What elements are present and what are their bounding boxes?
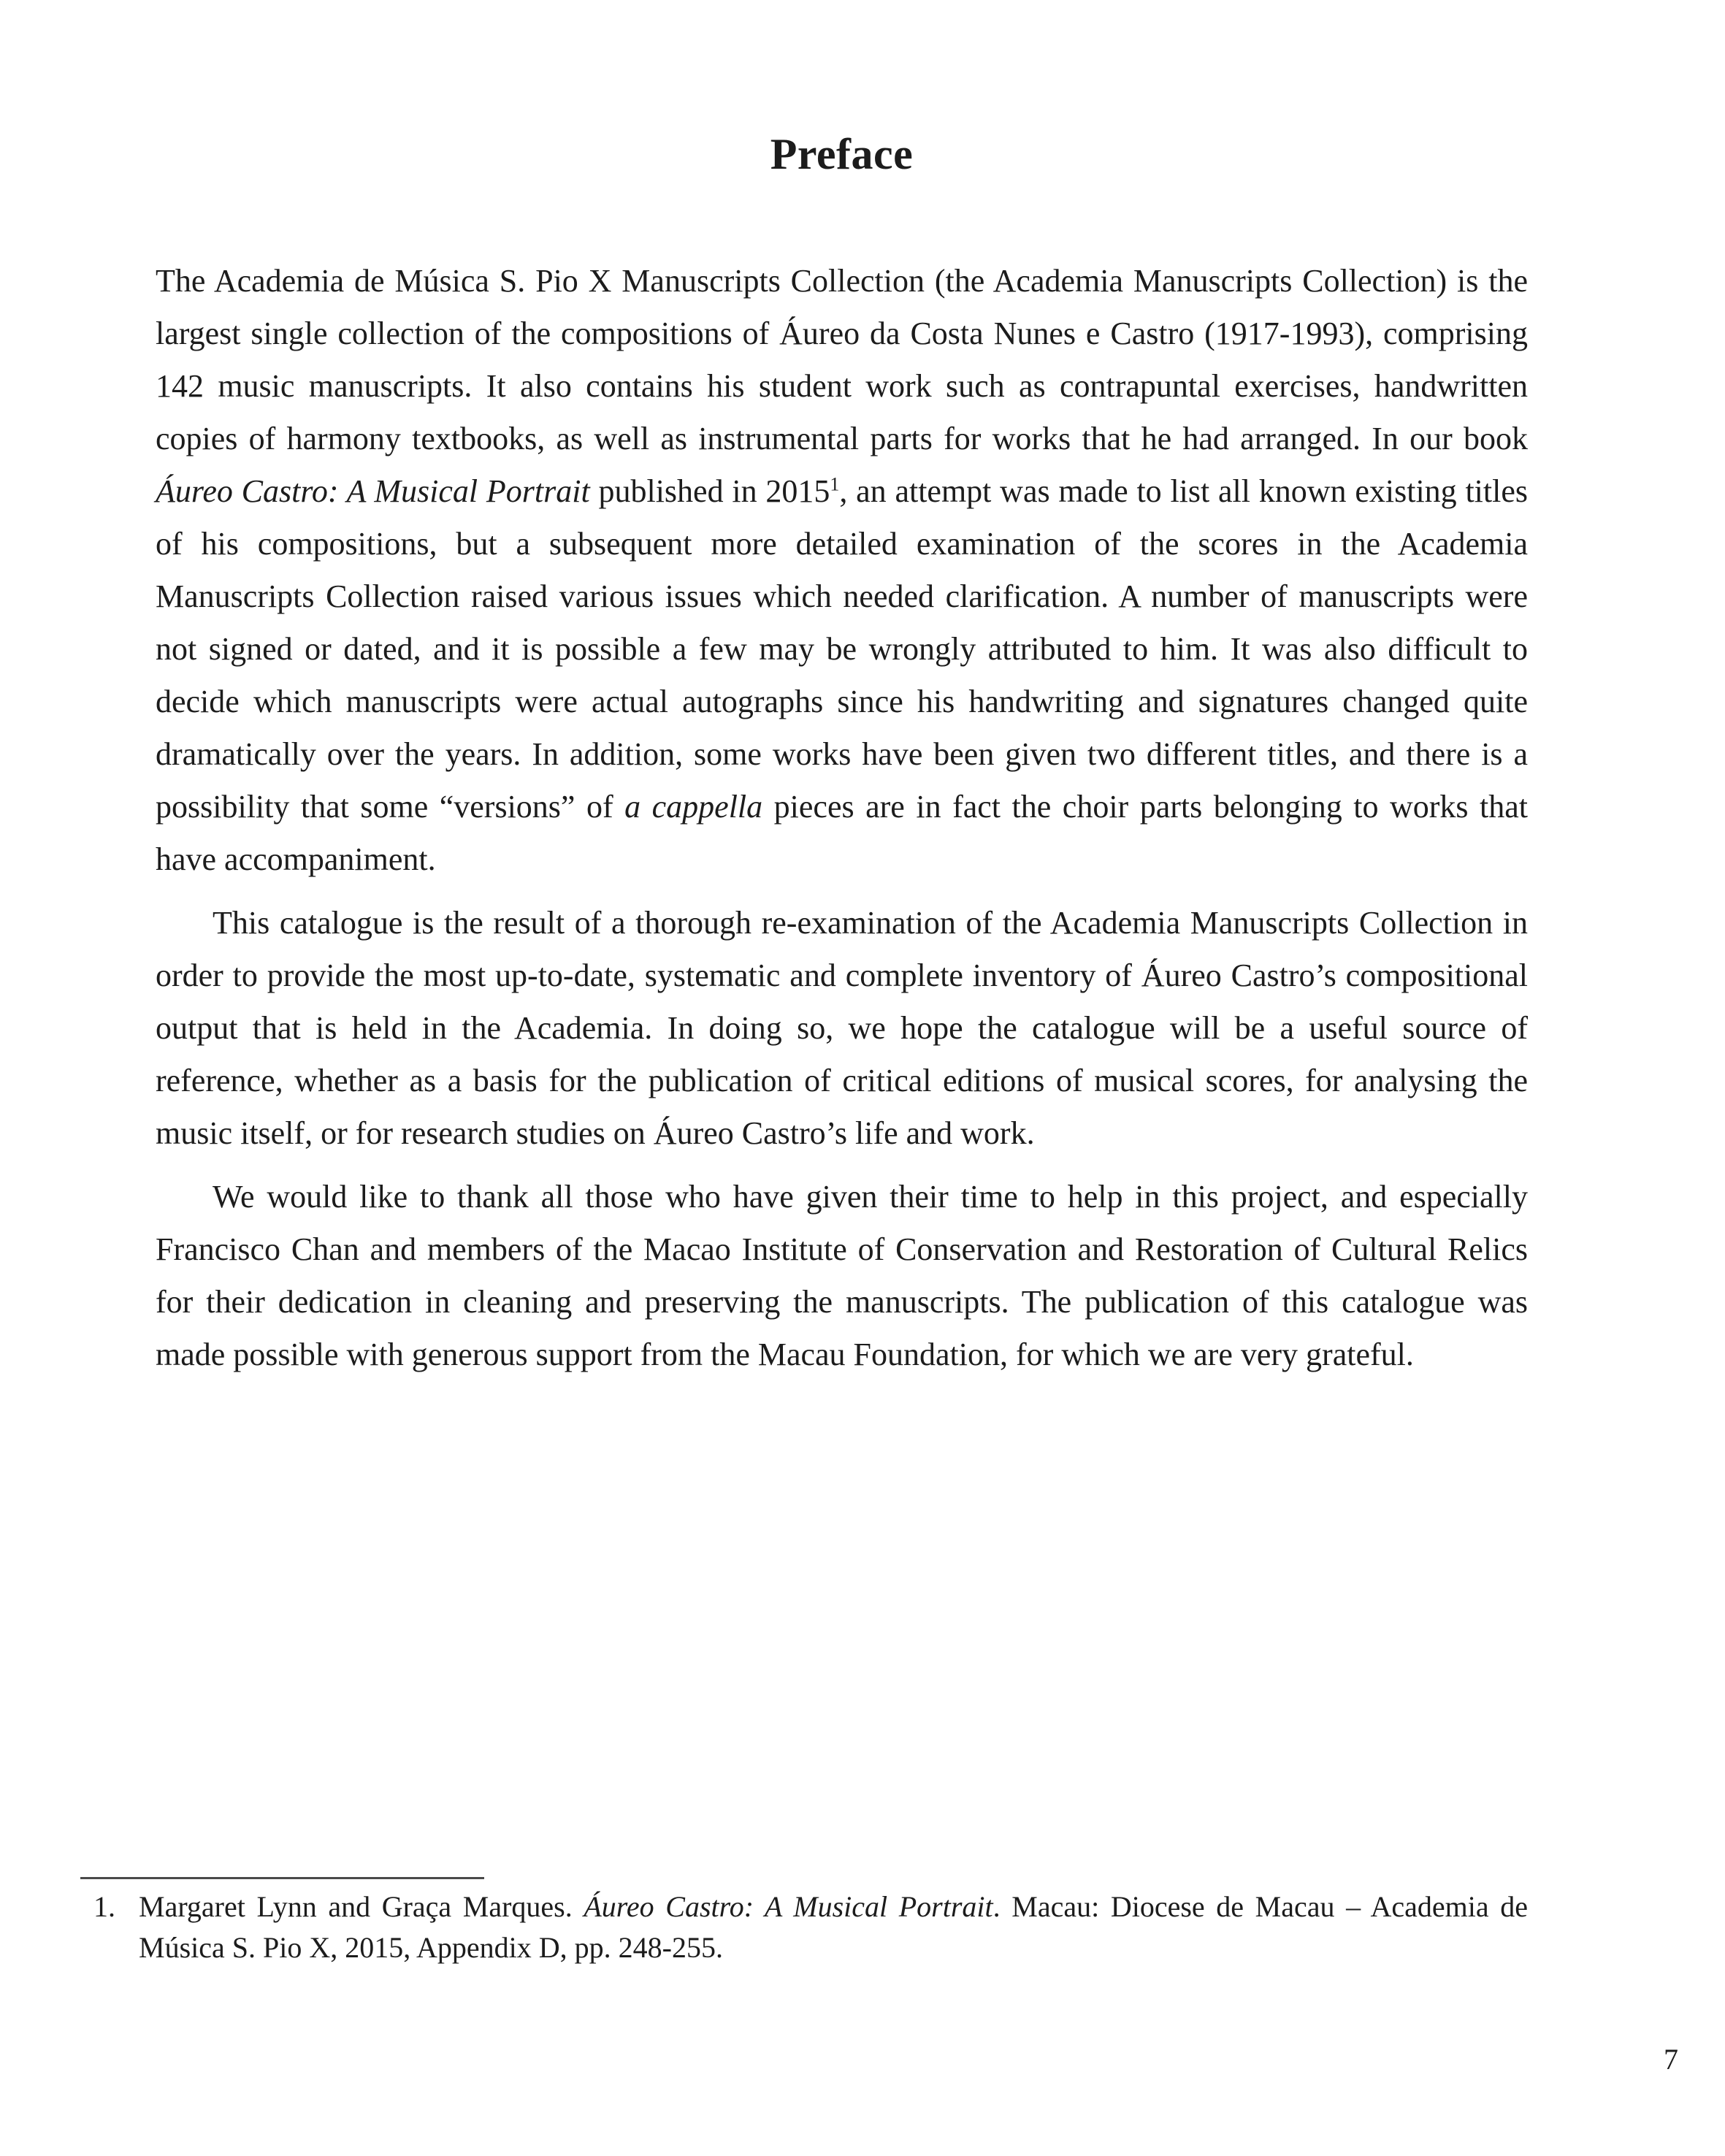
footnote-text-segment: Margaret Lynn and Graça Marques. [139, 1890, 584, 1923]
footnote-separator-rule [80, 1877, 484, 1879]
a-cappella-italic: a cappella [624, 789, 763, 825]
page-number: 7 [1664, 2043, 1678, 2076]
preface-paragraph-3 [156, 1171, 1528, 1381]
paragraph-text-segment: The Academia de Música S. Pio X Manuscripts Collection (the Academia Manuscripts Collection) is the largest single collection of the compositions of Áureo da Costa Nunes e Castro (1917-1993), comprising 142 music manuscripts. It also contains his student work such as contrapuntal exercises, handwritten copies of harmony textbooks, as well as instrumental parts for works that he had arranged. In our book [156, 263, 1528, 456]
footnote-book-title-italic: Áureo Castro: A Musical Portrait [584, 1890, 993, 1923]
paragraph-text-segment: , an attempt was made to list all known existing titles of his compositions, but a subsequent more detailed examination of the scores in the Academia Manuscripts Collection raised various issues which needed clarification. A number of manuscripts were not signed or dated, and it is possible a few may be wrongly attributed to him. It was also difficult to decide which manuscripts were actual autographs since his handwriting and signatures changed quite dramatically over the years. In addition, some works have been given two different titles, and there is a possibility that some “versions” of [156, 473, 1528, 825]
footnote-text [139, 1886, 1528, 1968]
paragraph-text-segment: This catalogue is the result of a thorough re-examination of the Academia Manuscripts Collection in order to provide the most up-to-date, systematic and complete inventory of Áureo Castro’s compositional output that is held in the Academia. In doing so, we hope the catalogue will be a useful source of reference, whether as a basis for the publication of critical editions of musical scores, for analysing the music itself, or for research studies on Áureo Castro’s life and work. [156, 905, 1528, 1151]
paragraph-text-segment: published in 2015 [589, 473, 830, 509]
preface-paragraph-1 [156, 255, 1528, 886]
footnote-area [80, 1877, 1528, 1968]
page-title: Preface [770, 130, 914, 178]
preface-body [156, 255, 1528, 1381]
footnote-reference-superscript: 1 [830, 473, 840, 495]
text-block [156, 0, 1528, 1381]
book-title-italic: Áureo Castro: A Musical Portrait [156, 473, 590, 509]
footnote-number: 1. [93, 1890, 115, 1923]
paragraph-text-segment: We would like to thank all those who have given their time to help in this project, and especially Francisco Chan and members of the Macao Institute of Conservation and Restoration of Cultural Relics for their dedication in cleaning and preserving the manuscripts. The publication of this catalogue was made possible with generous support from the Macau Foundation, for which we are very grateful. [156, 1179, 1528, 1372]
paragraph-text-segment: pieces are in fact the choir parts belonging to works that have accompaniment. [156, 789, 1529, 877]
footnote [80, 1886, 1528, 1968]
footnote-text-segment: . Macau: Diocese de Macau – Academia de Música S. Pio X, 2015, Appendix D, pp. 248-255. [139, 1890, 1528, 1964]
preface-paragraph-2 [156, 897, 1528, 1160]
